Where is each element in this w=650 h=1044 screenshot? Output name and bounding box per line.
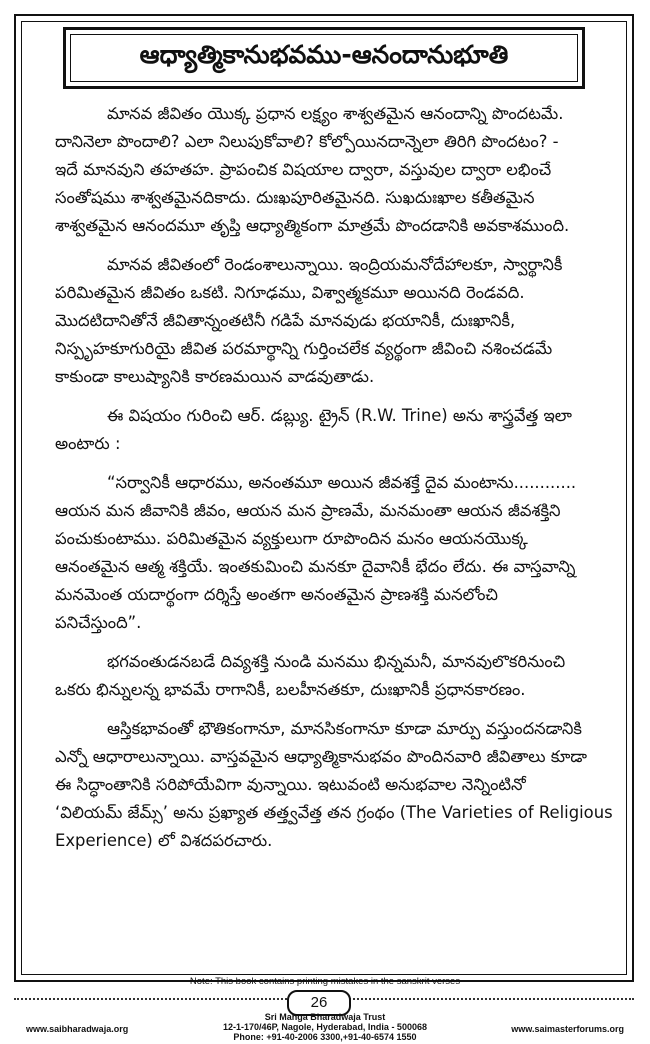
text-line: Experience) లో విశదపరచారు. [55,831,273,850]
paragraph [55,469,615,637]
body-text [55,100,615,866]
paragraph [55,100,615,240]
text-line: మానవ జీవితంలో రెండంశాలున్నాయి. ఇంద్రియమనోదేహాలకూ, స్వార్థానికీ [107,255,563,274]
title-box [63,27,585,89]
text-line: ఆనంతమైన ఆత్మ శక్తియే. ఇంతకుమించి మనకూ దైవానికీ భేదం లేదు. ఈ వాస్తవాన్ని [55,557,576,576]
text-line: నిస్పృహకూగురియై జీవిత పరమార్థాన్ని గుర్తించలేక వ్యర్థంగా జీవించి నశించడమే [55,339,553,358]
text-line: ‘విలియమ్ జేమ్స్’ అను ప్రఖ్యాత తత్త్వవేత్త తన గ్రంథం (The Varieties of Religious [55,803,613,822]
text-line: “సర్వానికీ ఆధారము, అనంతమూ అయిన జీవశక్తే దైవ మంటాను............ [107,473,577,492]
paragraph [55,402,615,458]
text-line: సంతోషము శాశ్వతమైనదికాదు. దుఃఖపూరితమైనది. సుఖదుఃఖాల కతీతమైన [55,188,535,207]
text-line: పరిమితమైన జీవితం ఒకటి. నిగూఢము, విశ్వాత్మకమూ అయినది రెండవది. [55,283,525,302]
text-line: ఈ సిద్ధాంతానికి సరిపోయేవిగా వున్నాయి. ఇటువంటి అనుభవాల నెన్నింటినో [55,775,526,794]
page-title: ఆధ్యాత్మికానుభవము-ఆనందానుభూతి [139,40,509,69]
text-line: మానవ జీవితం యొక్క ప్రధాన లక్ష్యం శాశ్వతమైన ఆనందాన్ని పొందటమే. [107,104,564,123]
text-line: ఈ విషయం గురించి ఆర్. డబ్ల్యు. ట్రైన్ (R.W. Trine) అను శాస్త్రవేత్త ఇలా [107,406,572,425]
paragraph [55,251,615,391]
text-line: శాశ్వతమైన ఆనందమూ తృప్తి ఆధ్యాత్మికంగా మాత్రమే పొందడానికి అవకాశముంది. [55,216,570,235]
text-line: ఒకరు భిన్నులన్న భావమే రాగానికీ, బలహీనతకూ, దుఃఖానికీ ప్రధానకారణం. [55,680,526,699]
trust-phone: Phone: +91-40-2006 3300,+91-40-6574 1550 [233,1032,417,1042]
text-line: మనమెంత యదార్థంగా దర్శిస్తే అంతగా అనంతమైన ప్రాణశక్తి మనలోంచి [55,585,498,604]
text-line: పనిచేస్తుంది”. [55,613,142,632]
text-line: పంచుకుంటాము. పరిమితమైన వ్యక్తులుగా రూపొందిన మనం ఆయనయొక్క [55,529,528,548]
text-line: మొదటిదానితోనే జీవితాన్నంతటినీ గడిపే మానవుడు భయానికీ, దుఃఖానికీ, [55,311,516,330]
text-line: ఆయన మన జీవానికి జీవం, ఆయన మన ప్రాణమే, మనమంతా ఆయన జీవశక్తిని [55,501,561,520]
text-line: భగవంతుడనబడే దివ్యశక్తి నుండి మనము భిన్నమనీ, మానవులొకరినుంచి [107,652,566,671]
text-line: అంటారు : [55,434,121,453]
paragraph [55,715,615,855]
trust-address: 12-1-170/46P, Nagole, Hyderabad, India - 500068 [223,1022,427,1032]
text-line: ఎన్నో ఆధారాలున్నాయి. వాస్తవమైన ఆధ్యాత్మికానుభవం పొందినవారి జీవితాలు కూడా [55,747,587,766]
text-line: కాకుండా కాలుష్యానికి కారణమయిన వాడవుతాడు. [55,367,375,386]
paragraph [55,648,615,704]
text-line: దానినెలా పొందాలి? ఎలా నిలుపుకోవాలి? కోల్పోయినదాన్నెలా తిరిగి పొందటం? - [55,132,559,151]
trust-name: Sri Manga Bharadwaja Trust [264,1012,386,1022]
page-number: 26 [287,990,351,1016]
website-link-left[interactable]: www.saibharadwaja.org [26,1024,129,1034]
website-link-right[interactable]: www.saimasterforums.org [511,1024,624,1034]
text-line: ఇదే మానవుని తహతహ. ప్రాపంచిక విషయాల ద్వారా, వస్తువుల ద్వారా లభించే [55,160,552,179]
text-line: ఆస్తికభావంతో భౌతికంగానూ, మానసికంగానూ కూడా మార్పు వస్తుందనడానికి [107,719,582,738]
printing-note: Note: This book contains printing mistakes in the sanskrit verses [189,976,461,987]
